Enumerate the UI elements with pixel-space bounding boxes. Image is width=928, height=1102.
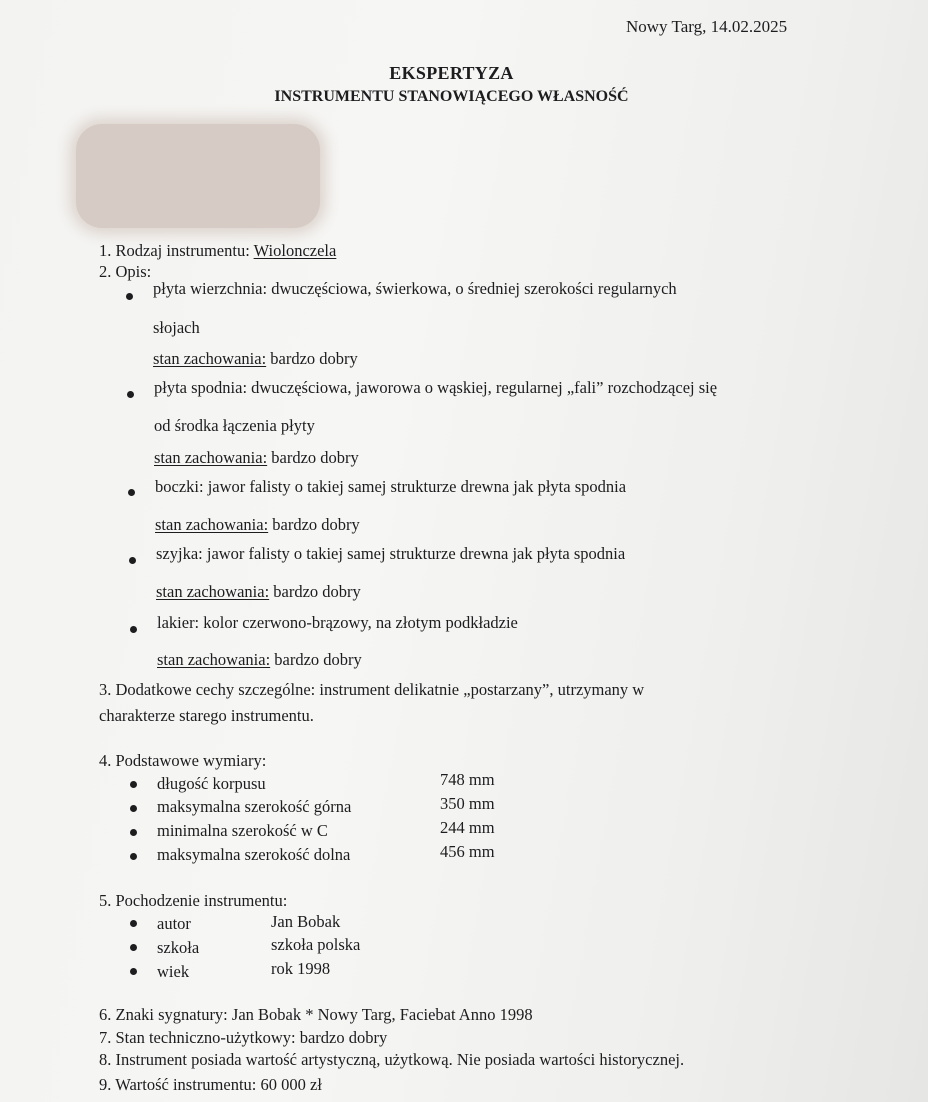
value-statement: 8. Instrument posiada wartość artystyczną, użytkową. Nie posiada wartości historycznej.	[99, 1050, 685, 1069]
origin-heading: 5. Pochodzenie instrumentu:	[99, 891, 288, 910]
condition-label: stan zachowania:	[156, 582, 270, 601]
description-item-line: płyta spodnia: dwuczęściowa, jaworowa o wąskiej, regularnej „fali” rozchodzącej się	[154, 378, 718, 397]
bullet-icon	[130, 968, 137, 975]
bullet-icon	[126, 293, 133, 300]
dimension-name: długość korpusu	[157, 774, 266, 793]
special-features-line: 3. Dodatkowe cechy szczególne: instrument delikatnie „postarzany”, utrzymany w	[99, 680, 645, 699]
origin-name: szkoła	[157, 938, 200, 957]
description-item-line: słojach	[153, 318, 200, 337]
condition-line	[155, 515, 360, 535]
dimension-name: minimalna szerokość w C	[157, 821, 328, 840]
dimension-value: 456 mm	[440, 842, 495, 861]
bullet-icon	[130, 805, 137, 812]
condition-label: stan zachowania:	[155, 515, 269, 534]
condition-value: bardzo dobry	[270, 650, 362, 669]
description-item-line: płyta wierzchnia: dwuczęściowa, świerkowa, o średniej szerokości regularnych	[153, 279, 677, 298]
bullet-icon	[130, 626, 137, 633]
bullet-icon	[130, 944, 137, 951]
condition-line	[156, 582, 361, 602]
description-item-line: szyjka: jawor falisty o takiej samej strukturze drewna jak płyta spodnia	[156, 544, 626, 563]
dimensions-heading: 4. Podstawowe wymiary:	[99, 751, 267, 770]
instrument-type	[99, 241, 336, 261]
dimension-value: 748 mm	[440, 770, 495, 789]
condition-line	[153, 349, 358, 369]
origin-value: Jan Bobak	[271, 912, 341, 931]
origin-name: autor	[157, 914, 191, 933]
condition-label: stan zachowania:	[154, 448, 268, 467]
bullet-icon	[130, 781, 137, 788]
bullet-icon	[130, 829, 137, 836]
dimension-name: maksymalna szerokość dolna	[157, 845, 351, 864]
dimension-name: maksymalna szerokość górna	[157, 797, 352, 816]
signature-marks: 6. Znaki sygnatury: Jan Bobak * Nowy Targ, Faciebat Anno 1998	[99, 1005, 533, 1024]
instrument-type-value: Wiolonczela	[253, 241, 337, 260]
condition-line	[154, 448, 359, 468]
technical-condition: 7. Stan techniczno-użytkowy: bardzo dobry	[99, 1028, 388, 1047]
condition-value: bardzo dobry	[267, 448, 359, 467]
condition-line	[157, 650, 362, 670]
special-features-line: charakterze starego instrumentu.	[99, 706, 314, 725]
instrument-value: 9. Wartość instrumentu: 60 000 zł	[99, 1075, 322, 1094]
description-item-line: lakier: kolor czerwono-brązowy, na złotym podkładzie	[157, 613, 518, 632]
document-date: Nowy Targ, 14.02.2025	[626, 17, 788, 36]
condition-label: stan zachowania:	[153, 349, 267, 368]
document-title: EKSPERTYZA	[389, 63, 514, 83]
description-item-line: boczki: jawor falisty o takiej samej strukturze drewna jak płyta spodnia	[155, 477, 627, 496]
dimension-value: 350 mm	[440, 794, 495, 813]
bullet-icon	[129, 557, 136, 564]
bullet-icon	[127, 391, 134, 398]
bullet-icon	[128, 489, 135, 496]
description-heading: 2. Opis:	[99, 262, 152, 281]
bullet-icon	[130, 853, 137, 860]
redacted-owner-block	[76, 124, 320, 228]
origin-name: wiek	[157, 962, 190, 981]
origin-value: rok 1998	[271, 959, 331, 978]
condition-value: bardzo dobry	[268, 515, 360, 534]
condition-value: bardzo dobry	[269, 582, 361, 601]
description-item-line: od środka łączenia płyty	[154, 416, 315, 435]
condition-label: stan zachowania:	[157, 650, 271, 669]
condition-value: bardzo dobry	[266, 349, 358, 368]
instrument-type-label: 1. Rodzaj instrumentu:	[99, 241, 254, 260]
dimension-value: 244 mm	[440, 818, 495, 837]
bullet-icon	[130, 920, 137, 927]
document-subtitle: INSTRUMENTU STANOWIĄCEGO WŁASNOŚĆ	[274, 88, 629, 105]
origin-value: szkoła polska	[271, 935, 361, 954]
